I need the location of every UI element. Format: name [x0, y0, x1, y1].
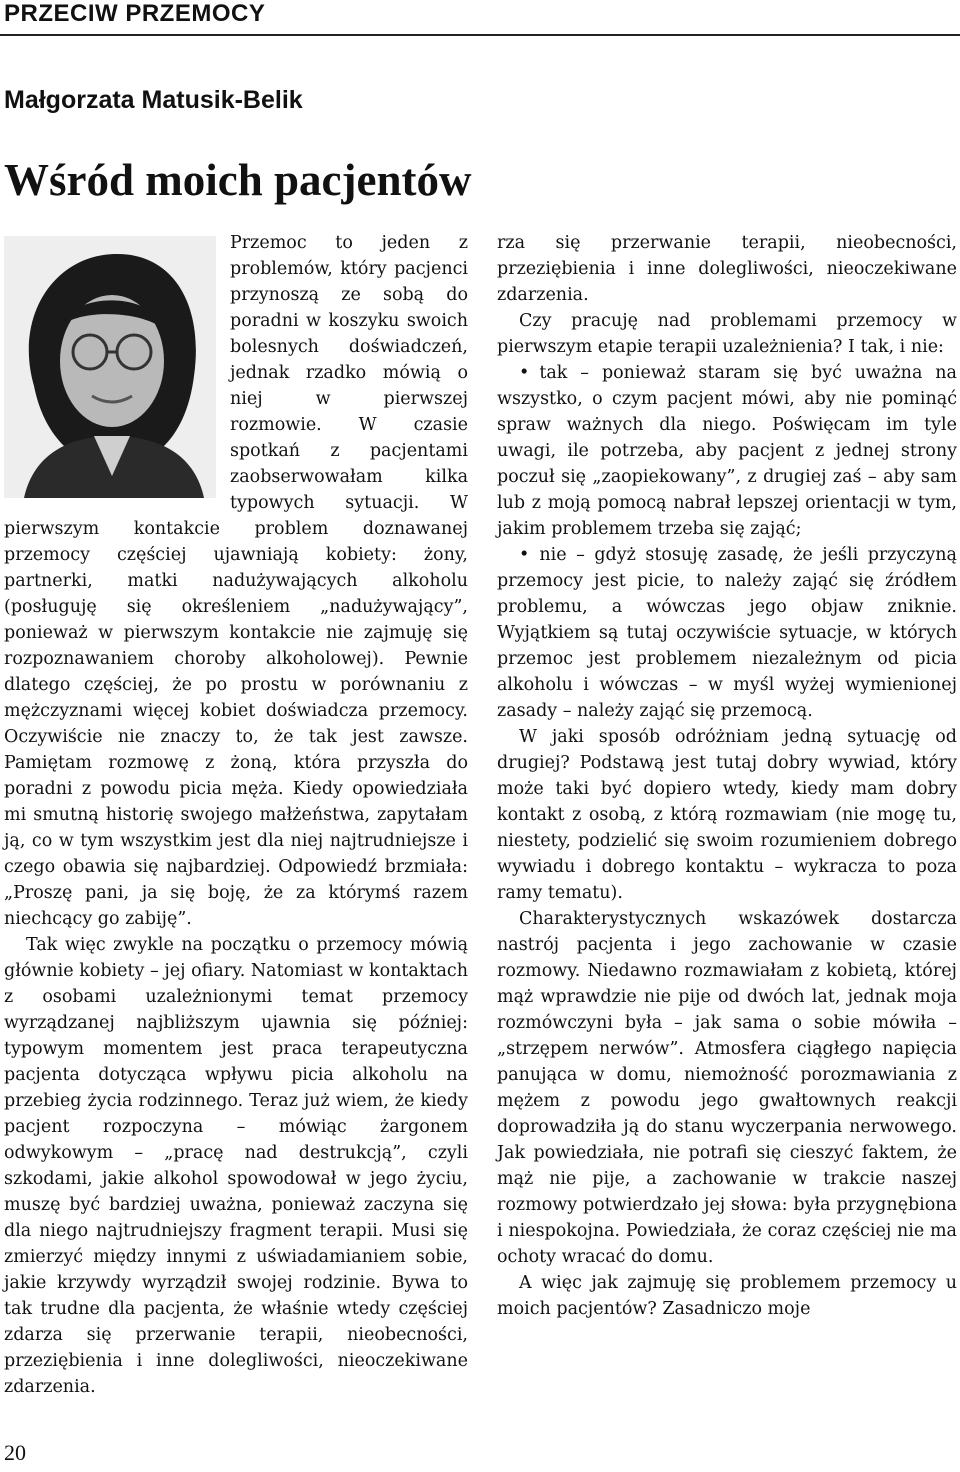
- author-photo: [4, 236, 216, 498]
- header-rule: [0, 34, 960, 36]
- left-column: [4, 230, 468, 1400]
- author-name: Małgorzata Matusik-Belik: [4, 86, 303, 114]
- right-paragraph-question: Czy pracuję nad problemami przemocy w pierwszym etapie terapii uzależnienia? I tak, i nie:: [497, 311, 957, 357]
- right-paragraph-2: W jaki sposób odróżniam jedną sytuację od drugiej? Podstawą jest tutaj dobry wywiad, który może taki być dopiero wtedy, kiedy mam dobry kontakt z osobą, z którą rozmawiam (nie mogę tu, niestety, podzielić się swoim rozumieniem dobrego wywiadu i dobrego kontaktu – wykracza to poza ramy tematu).: [497, 727, 957, 903]
- bullet-list: [497, 360, 957, 724]
- right-continuation: rza się przerwanie terapii, nieobecności, przeziębienia i inne dolegliwości, nieoczekiwane zdarzenia.: [497, 233, 957, 305]
- left-paragraph-2: Tak więc zwykle na początku o przemocy mówią głównie kobiety – jej ofiary. Natomiast w kontaktach z osobami uzależnionymi temat przemocy wyrządzanej najbliższym ujawnia się później: typowym momentem jest praca terapeutyczna pacjenta dotycząca wpływu picia alkoholu na przebieg życia rodzinnego. Teraz już wiem, że kiedy pacjent rozpoczyna – mówiąc żargonem odwykowym – „pracę nad destrukcją”, czyli szkodami, jakie alkohol spowodował w jego życiu, muszę być bardziej uważna, ponieważ zaczyna się dla niego najtrudniejszy fragment terapii. Musi się zmierzyć między innymi z uświadamianiem sobie, jakie krzywdy wyrządził swojej rodzinie. Bywa to tak trudne dla pacjenta, że właśnie wtedy częściej zdarza się przerwanie terapii, nieobecności, przeziębienia i inne dolegliwości, nieoczekiwane zdarzenia.: [4, 935, 468, 1397]
- section-label: PRZECIW PRZEMOCY: [4, 0, 266, 27]
- bullet-item-no: • nie – gdyż stosuję zasadę, że jeśli przyczyną przemocy jest picie, to należy zająć się źródłem problemu, a wówczas jego objaw zniknie. Wyjątkiem są tutaj oczywiście sytuacje, w których przemoc jest problemem niezależnym od picia alkoholu i wówczas – w myśl wyżej wymienionej zasady – należy zająć się przemocą.: [497, 542, 957, 724]
- article-title: Wśród moich pacjentów: [4, 155, 472, 205]
- bullet-item-yes: • tak – ponieważ staram się być uważna na wszystko, o czym pacjent mówi, aby nie pominąć spraw ważnych dla niego. Poświęcam im tyle uwagi, ile potrzeba, aby pacjent z jednej strony poczuł się „zaopiekowany”, z drugiej zaś – aby sam lub z moją pomocą nabrał lepszej orientacji w tym, jakim problemem trzeba się zająć;: [497, 360, 957, 542]
- left-paragraph-1: Przemoc to jeden z problemów, który pacjenci przynoszą ze sobą do poradni w koszyku swoich bolesnych doświadczeń, jednak rzadko mówią o niej w pierwszej rozmowie. W czasie spotkań z pacjentami zaobserwowałam kilka typowych sytuacji. W pierwszym kontakcie problem doznawanej przemocy częściej ujawniają kobiety: żony, partnerki, matki nadużywających alkoholu (posługuję się określeniem „nadużywający”, ponieważ w pierwszym kontakcie nie zajmuję się rozpoznawaniem choroby alkoholowej). Pewnie dlatego częściej, że po prostu w porównaniu z mężczyznami więcej kobiet doświadcza przemocy. Oczywiście nie znaczy to, że tak jest zawsze. Pamiętam rozmowę z żoną, która przyszła do poradni z powodu picia męża. Kiedy opowiedziała mi smutną historię swojego małżeństwa, zapytałam ją, co w tym wszystkim jest dla niej najtrudniejsze i czego obawia się najbardziej. Odpowiedź brzmiała: „Proszę pani, ja się boję, że za którymś razem niechcący go zabiję”.: [4, 233, 468, 929]
- portrait-graphic: [4, 236, 216, 498]
- right-column: [497, 230, 957, 1322]
- right-paragraph-4: A więc jak zajmuję się problemem przemocy u moich pacjentów? Zasadniczo moje: [497, 1273, 957, 1319]
- page-number: 20: [4, 1440, 26, 1465]
- right-paragraph-3: Charakterystycznych wskazówek dostarcza nastrój pacjenta i jego zachowanie w czasie rozmowy. Niedawno rozmawiałam z kobietą, której mąż wprawdzie nie pije od dwóch lat, jednak moja rozmówczyni była – jak sama o sobie mówiła – „strzępem nerwów”. Atmosfera ciągłego napięcia panująca w domu, niemożność porozmawiania z mężem z powodu jego gwałtownych reakcji doprowadziła ją do stanu wyczerpania nerwowego. Jak powiedziała, nie potrafi się cieszyć faktem, że mąż nie pije, a zachowanie w trakcie naszej rozmowy potwierdzało jej słowa: była przygnębiona i niespokojna. Powiedziała, że coraz częściej nie ma ochoty wracać do domu.: [497, 909, 957, 1267]
